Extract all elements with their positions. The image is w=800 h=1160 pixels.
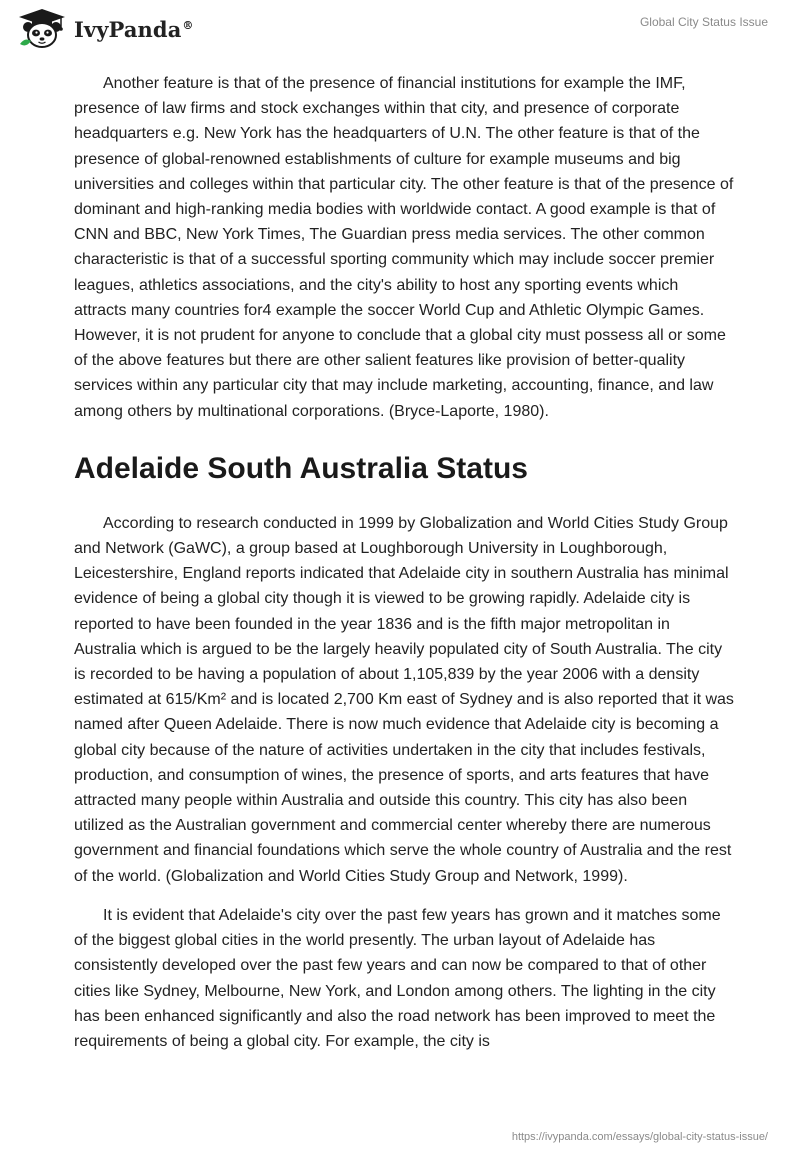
panda-graduate-icon (16, 8, 68, 50)
page-header (0, 0, 800, 60)
brand-name: IvyPanda® (74, 16, 194, 42)
document-title: Global City Status Issue (639, 15, 768, 29)
intro-paragraph: Another feature is that of the presence of financial institutions for example the IMF, presence of law firms and stock exchanges within that city, and presence of corporate headquarters e.g. New York has the headquarters of U.N. The other feature is that of the presence of global-renowned establishments of culture for example museums and big universities and colleges within that particular city. The other feature is that of the presence of dominant and high-ranking media bodies with worldwide contact. A good example is that of CNN and BBC, New York Times, The Guardian press media services. The other common characteristic is that of a successful sporting community which may include soccer premier leagues, athletics associations, and the city's ability to host any sporting events which attracts many countries for4 example the soccer World Cup and Athletic Olympic Games. However, it is not prudent for anyone to conclude that a global city must possess all or some of the above features but there are other salient features like provision of better-quality services within any particular city that may include marketing, accounting, finance, and law among others by multinational corporations. (Bryce-Laporte, 1980). (74, 75, 734, 420)
footer-url[interactable]: https://ivypanda.com/essays/global-city-status-issue/ (511, 1131, 768, 1143)
section-heading: Adelaide South Australia Status (74, 451, 528, 485)
section-paragraph-2: It is evident that Adelaide's city over the past few years has grown and it matches some of the biggest global cities in the world presently. The urban layout of Adelaide has consistently developed over the past few years and can now be compared to that of other cities like Sydney, Melbourne, New York, and London among others. The lighting in the city has been enhanced significantly and also the road network has been improved to meet the requirements of being a global city. For example, the city is (74, 906, 721, 1050)
article-body (74, 71, 734, 1054)
section-paragraph-1: According to research conducted in 1999 by Globalization and World Cities Study Group and Network (GaWC), a group based at Loughborough University in Loughborough, Leicestershire, England reports indicated that Adelaide city in southern Australia has minimal evidence of being a global city though it is viewed to be growing rapidly. Adelaide city is reported to have been founded in the year 1836 and is the fifth major metropolitan in Australia which is argued to be the largely heavily populated city of South Australia. The city is recorded to be having a population of about 1,105,839 by the year 2006 with a density estimated at 615/Km² and is located 2,700 Km east of Sydney and is also reported that it was named after Queen Adelaide. There is now much evidence that Adelaide city is becoming a global city because of the nature of activities undertaken in the city that includes festivals, production, and consumption of wines, the presence of sports, and arts features that have attracted many people within Australia and outside this country. This city has also been utilized as the Australian government and commercial center whereby there are numerous government and financial foundations which serve the whole country of Australia and the rest of the world. (Globalization and World Cities Study Group and Network, 1999). (74, 514, 734, 885)
ivypanda-logo[interactable] (16, 8, 194, 50)
